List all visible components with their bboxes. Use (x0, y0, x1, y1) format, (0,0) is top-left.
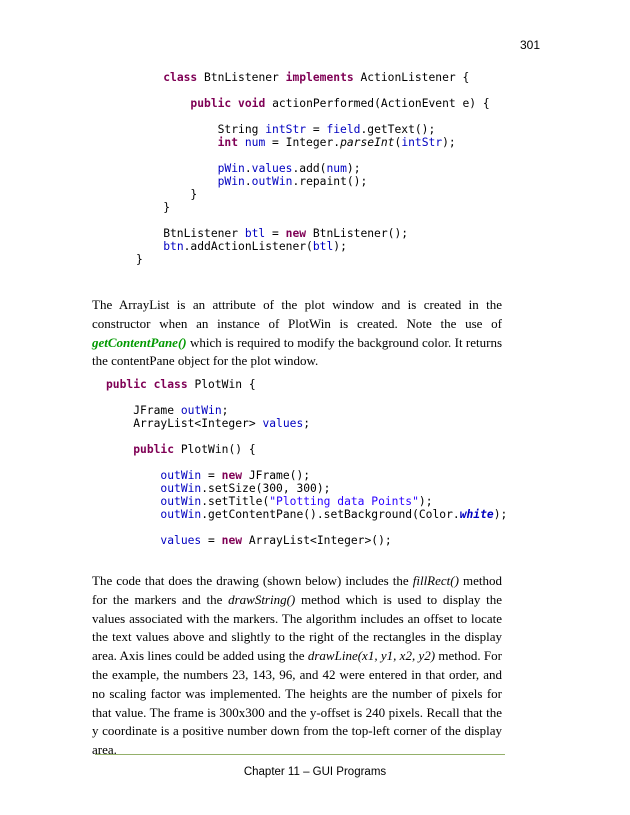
code-token: field (326, 123, 361, 136)
code-token: ; (303, 417, 311, 430)
code-line (136, 71, 490, 84)
code-token: actionPerformed(ActionEvent e) { (265, 97, 490, 110)
code-token: num (326, 162, 347, 175)
code-line (136, 253, 490, 266)
code-line (106, 469, 507, 482)
code-token (106, 534, 160, 547)
para1-text-b: which is required to modify the background color. It returns the contentPane object for the plot window. (92, 334, 502, 369)
para2-text-2: method for the markers and the (92, 573, 502, 607)
code-token: BtnListener(); (306, 227, 409, 240)
method-drawstring: drawString() (228, 591, 296, 607)
code-token: public (190, 97, 232, 110)
code-token: class (153, 378, 188, 391)
code-token: public (133, 443, 175, 456)
code-token: .repaint(); (292, 175, 368, 188)
para1-text-a: The ArrayList is an attribute of the plot window and is created in the constructor when an instance of PlotWin is created. Note the use of (92, 297, 502, 331)
code-token: PlotWin { (187, 378, 256, 391)
code-line (106, 482, 507, 495)
code-block-plotwin (106, 378, 507, 547)
code-token: new (221, 534, 243, 547)
code-token: . (244, 162, 252, 175)
code-token: .addActionListener( (183, 240, 313, 253)
code-line (136, 136, 490, 149)
code-token (136, 162, 218, 175)
code-token: "Plotting data Points" (269, 495, 419, 508)
code-line (136, 97, 490, 110)
code-line (106, 521, 507, 534)
code-line (136, 214, 490, 227)
code-line (136, 201, 490, 214)
code-token (238, 136, 245, 149)
code-line (106, 456, 507, 469)
method-fillrect: fillRect() (412, 573, 459, 588)
code-token: .getContentPane().setBackground(Color. (201, 508, 460, 521)
para2-text-4: method. For the example, the numbers 23, 143, 96, and 42 were entered in that order, and no scaling factor was implemented. The heights are the number of pixels for that value. The frame is 300x300 and the y-offset is 240 pixels. Recall that the y coordinate is a positive number down from the top-left corner of the display area. (92, 648, 502, 758)
code-line (136, 84, 490, 97)
code-token: new (285, 227, 307, 240)
code-line (136, 188, 490, 201)
code-token: .setTitle( (201, 495, 270, 508)
code-token (106, 508, 160, 521)
page-number: 301 (519, 38, 540, 52)
code-token (147, 378, 154, 391)
code-line (136, 162, 490, 175)
code-line (106, 417, 507, 430)
code-token: pWin (217, 175, 245, 188)
code-token: outWin (160, 508, 202, 521)
code-token: pWin (217, 162, 245, 175)
code-line (136, 149, 490, 162)
code-token (106, 482, 160, 495)
code-token (136, 136, 218, 149)
code-token: num (244, 136, 266, 149)
code-token: class (163, 71, 198, 84)
code-token (106, 469, 160, 482)
code-token: ); (442, 136, 456, 149)
code-token: ( (394, 136, 402, 149)
code-token: = (201, 534, 222, 547)
code-token: = (306, 123, 327, 136)
code-token: btn (163, 240, 184, 253)
code-token: outWin (180, 404, 222, 417)
code-line (106, 443, 507, 456)
code-token: JFrame(); (242, 469, 311, 482)
code-token: .setSize(300, 300); (201, 482, 331, 495)
code-line (106, 378, 507, 391)
code-line (106, 430, 507, 443)
paragraph-drawing (92, 572, 502, 760)
code-token (136, 97, 190, 110)
code-token: intStr (401, 136, 443, 149)
code-token: outWin (160, 469, 202, 482)
code-token: implements (285, 71, 354, 84)
code-line (136, 110, 490, 123)
code-token: = (201, 469, 222, 482)
code-token: PlotWin() { (174, 443, 256, 456)
code-token: int (217, 136, 239, 149)
code-token: intStr (265, 123, 307, 136)
code-token: values (262, 417, 304, 430)
code-token: parseInt (340, 136, 395, 149)
paragraph-arraylist (92, 296, 502, 371)
code-token: ; (221, 404, 229, 417)
code-line (136, 123, 490, 136)
footer-divider (95, 754, 505, 755)
chapter-footer: Chapter 11 – GUI Programs (243, 766, 387, 778)
code-line (106, 534, 507, 547)
code-token: btl (312, 240, 334, 253)
code-token (106, 443, 133, 456)
para2-text-1: The code that does the drawing (shown below) includes the (92, 573, 413, 588)
code-token: values (251, 162, 293, 175)
code-token (136, 71, 163, 84)
code-token: outWin (160, 495, 202, 508)
code-token: ); (333, 240, 347, 253)
code-token: ArrayList<Integer> (106, 417, 263, 430)
code-token: ); (418, 495, 433, 508)
code-token: } (136, 201, 171, 214)
method-drawline: drawLine(x1, y1, x2, y2) (307, 648, 436, 664)
code-token: new (221, 469, 243, 482)
code-line (136, 175, 490, 188)
code-token: white (459, 508, 494, 521)
code-token: outWin (160, 482, 202, 495)
code-token: BtnListener (136, 227, 245, 240)
code-token: } (136, 253, 143, 266)
code-token: String (136, 123, 266, 136)
code-token: values (160, 534, 202, 547)
code-token: public (106, 378, 147, 391)
code-token: } (136, 188, 198, 201)
code-line (106, 495, 507, 508)
code-token: BtnListener (197, 71, 286, 84)
code-token: .add( (292, 162, 327, 175)
code-token: . (244, 175, 252, 188)
code-line (106, 404, 507, 417)
code-token: = (265, 227, 286, 240)
method-getcontentpane: getContentPane() (92, 334, 187, 350)
code-line (136, 227, 490, 240)
code-token: .getText(); (360, 123, 436, 136)
code-token: = Integer. (265, 136, 341, 149)
code-token (136, 240, 163, 253)
code-token (136, 175, 218, 188)
para2-text-3: method which is used to display the values associated with the markers. The algorithm includes an offset to locate the text values above and slightly to the right of the rectangles in the display area. Axis lines could be added using the (92, 591, 503, 664)
code-token (106, 495, 160, 508)
code-line (106, 508, 507, 521)
code-block-btnlistener (136, 71, 490, 266)
code-token: JFrame (106, 404, 181, 417)
code-line (136, 240, 490, 253)
code-token: ); (493, 508, 508, 521)
code-line (106, 391, 507, 404)
code-token: btl (244, 227, 266, 240)
code-token: ActionListener { (353, 71, 470, 84)
code-token: outWin (251, 175, 293, 188)
code-token: void (238, 97, 266, 110)
code-token: ArrayList<Integer>(); (242, 534, 392, 547)
code-token: ); (346, 162, 361, 175)
